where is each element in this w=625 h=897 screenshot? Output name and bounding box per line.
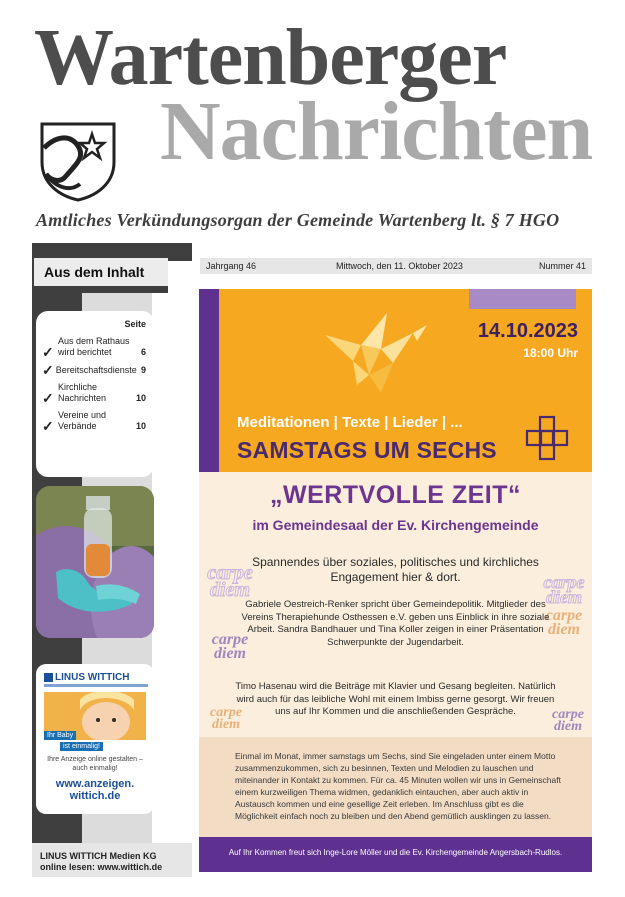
ad-label-baby: Ihr Baby [44, 731, 76, 740]
checkmark-icon: ✓ [42, 344, 54, 360]
publisher-name: LINUS WITTICH Medien KG [40, 851, 157, 861]
issue-info-bar [200, 258, 592, 274]
event-date: 14.10.2023 [477, 320, 578, 342]
table-of-contents [36, 311, 154, 477]
church-cross-icon [525, 415, 569, 461]
poster-accent-bar [469, 289, 576, 309]
toc-item-label: Bereitschaftsdienste [55, 365, 137, 375]
checkmark-icon: ✓ [42, 390, 54, 406]
ad-text: Ihre Anzeige online gestalten – auch einmalig! [47, 756, 143, 772]
ad-url[interactable]: www.anzeigen. wittich.de [55, 778, 135, 802]
carpe-diem-stamp: carpe diem [545, 607, 583, 638]
toc-item-page: 10 [135, 393, 146, 403]
event-music: Timo Hasenau wird die Beiträge mit Klavier und Gesang begleiten. Natürlich wird auch für das leibliche Wohl mit einem Imbiss gerne gesorgt. Wir freuen uns auf Ihr Kommen und die anschließenden Gespräche. [235, 681, 556, 717]
event-title: SAMSTAGS UM SECHS [237, 437, 497, 463]
toc-item[interactable] [42, 382, 146, 404]
poster-footer-text: Auf Ihr Kommen freut sich Inge-Lore Möller und die Ev. Kirchengemeinde Angersbach-Rudlos. [228, 848, 563, 857]
event-headline: „WERTVOLLE ZEIT“ [269, 481, 522, 509]
issue-date: Mittwoch, den 11. Oktober 2023 [336, 261, 463, 271]
carpe-diem-stamp: carpe diem [211, 631, 249, 662]
masthead-title-line2: Nachrichten [160, 85, 593, 178]
masthead-title-line1: Wartenberger [34, 14, 507, 102]
toc-item-page: 9 [140, 365, 146, 375]
issue-number: Nummer 41 [538, 261, 586, 271]
event-location: im Gemeindesaal der Ev. Kirchengemeinde [252, 517, 539, 533]
event-description: Einmal im Monat, immer samstags um Sechs, sind Sie eingeladen unter einem Motto zusammenzukommen, sich zu besinnen, Texten und Melodien zu lauschen und miteinander in Kontakt zu kommen. Für ca. 45 Minuten wollen wir uns in Gemeinschaft einem kurzweiligen Thema widmen, gedanklich eintauchen, aber auch aktiv in Austausch kommen und eine gesellige Zeit erleben. Im Anschluss gibt es die Möglichkeit einfach noch zu bleiben und den Abend gemütlich ausklingen zu lassen. [235, 751, 561, 821]
checkmark-icon: ✓ [42, 362, 54, 378]
carpe-diem-stamp: carpe diem [543, 572, 585, 608]
toc-item-page: 6 [140, 347, 146, 357]
carpe-diem-stamp: carpe diem [207, 562, 253, 601]
issue-jahrgang: Jahrgang 46 [206, 261, 257, 271]
toc-item[interactable] [42, 410, 146, 432]
poster-side-strip [199, 289, 219, 472]
toc-item[interactable] [42, 336, 146, 358]
toc-item-page: 10 [135, 421, 146, 431]
toc-header: Seite [124, 319, 146, 329]
advertisement[interactable] [36, 664, 154, 814]
event-time: 18:00 Uhr [523, 346, 578, 360]
linus-wittich-logo-icon [44, 673, 53, 682]
inhalt-heading: Aus dem Inhalt [34, 258, 168, 286]
event-poster [199, 289, 592, 872]
toc-item-label: Aus dem Rathaus wird berichtet [58, 336, 130, 357]
masthead-subtitle: Amtliches Verkündungsorgan der Gemeinde Wartenberg lt. § 7 HGO [36, 210, 560, 230]
toc-item-label: Kirchliche Nachrichten [58, 382, 107, 403]
carpe-diem-stamp: carpe diem [552, 707, 584, 734]
event-tagline: Meditationen | Texte | Lieder | ... [237, 414, 463, 431]
toc-item-label: Vereine und Verbände [58, 410, 107, 431]
publisher-online: online lesen: www.wittich.de [40, 862, 163, 872]
ad-label-unique: ist einmalig! [60, 742, 103, 751]
ad-brand-divider [44, 684, 148, 687]
ad-brand: LINUS WITTICH [44, 673, 148, 683]
origami-dove-icon [317, 305, 429, 397]
event-intro: Spannendes über soziales, politisches und kirchliches Engagement hier & dort. [252, 555, 539, 584]
toc-item[interactable] [42, 364, 146, 376]
bottle-photo [36, 486, 154, 638]
checkmark-icon: ✓ [42, 418, 54, 434]
carpe-diem-stamp: carpe diem [210, 705, 242, 732]
coat-of-arms-star-icon [36, 118, 120, 202]
event-speakers: Gabriele Oestreich-Renker spricht über Gemeindepolitik. Mitglieder des Vereins Therapiehunde Osthessen e.V. geben uns Einblick in ihre soziale Arbeit. Sandra Bandhauer und Tina Koller zeigen in einer Präsentation Schwerpunkte der Jugendarbeit. [241, 599, 550, 648]
